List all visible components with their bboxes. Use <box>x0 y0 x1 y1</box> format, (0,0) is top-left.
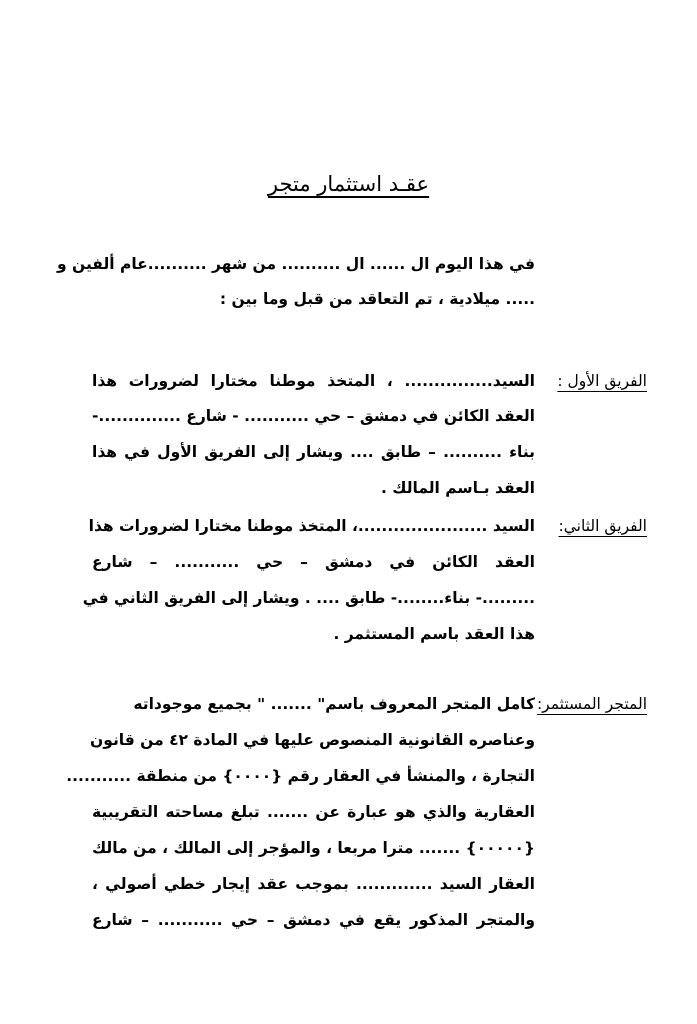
party1-label: الفريق الأول : <box>557 372 647 390</box>
intro-line-2: ..... ميلادية ، تم التعاقد من قبل وما بين : <box>219 290 535 308</box>
party1-line-2: العقد الكائن في دمشق – حي ........... - شارع ..............- <box>92 407 535 425</box>
party1-line-4: العقد بـاسم المالك . <box>380 479 535 497</box>
party2-line-3: .........- بناء........- طابق .... . ويشار إلى الفريق الثاني في <box>82 589 535 607</box>
party2-label: الفريق الثاني: <box>558 517 647 535</box>
store-label: المتجر المستثمر: <box>536 695 647 713</box>
contract-title <box>0 172 697 196</box>
party2-line-2: العقد الكائن في دمشق – حي ........... – شارع <box>92 553 535 571</box>
party2-line-1: السيد ......................، المتخذ موطنا مختارا لضرورات هذا <box>88 517 535 535</box>
contract-title-text: عقـد استثمار متجر <box>267 172 430 196</box>
intro-line-1: في هذا اليوم ال ...... ال .......... من شهر ..........عام ألفين و <box>57 255 535 273</box>
store-line-2: وعناصره القانونية المنصوص عليها في المادة ٤٢ من قانون <box>90 731 535 749</box>
store-line-7: والمتجر المذكور يقع في دمشق – حي ........... – شارع <box>92 911 535 929</box>
store-line-1: كامل المتجر المعروف باسم" ....... " بجميع موجوداته <box>133 695 535 713</box>
party1-line-1: السيد............... ، المتخذ موطنا مختارا لضرورات هذا <box>92 372 535 390</box>
party2-line-4: هذا العقد باسم المستثمر . <box>333 625 535 643</box>
store-line-6: العقار السيد ............. بموجب عقد إيجار خطي أصولي ، <box>92 875 535 893</box>
store-line-4: العقارية والذي هو عبارة عن ....... تبلغ مساحته التقريبية <box>92 803 535 821</box>
store-line-5: {٠٠٠٠٠} ....... مترا مربعا ، والمؤجر إلى المالك ، من مالك <box>92 839 535 857</box>
store-line-3: التجارة ، والمنشأ في العقار رقم {٠٠٠٠} من منطقة ........... <box>66 767 535 785</box>
party1-line-3: بناء .......... – طابق .... ويشار إلى الفريق الأول في هذا <box>92 443 535 461</box>
